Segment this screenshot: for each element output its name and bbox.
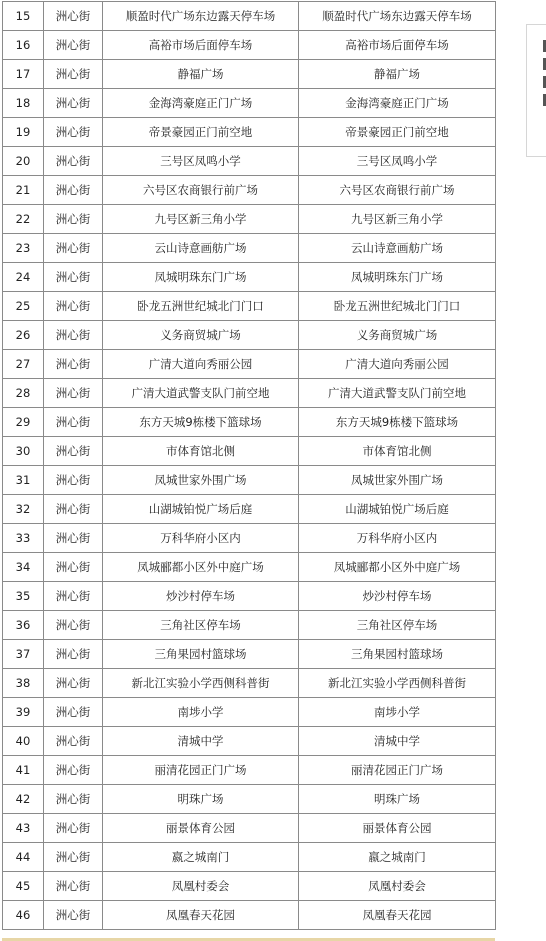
cell-site: 丽清花园正门广场 <box>299 756 496 785</box>
cell-site: 广清大道武警支队门前空地 <box>299 379 496 408</box>
cell-location: 静福广场 <box>103 60 299 89</box>
cell-number: 39 <box>3 698 44 727</box>
cell-site: 高裕市场后面停车场 <box>299 31 496 60</box>
location-table <box>2 1 496 930</box>
cell-site: 卧龙五洲世纪城北门门口 <box>299 292 496 321</box>
table-row <box>3 408 496 437</box>
cell-site: 凤城郦都小区外中庭广场 <box>299 553 496 582</box>
cell-number: 29 <box>3 408 44 437</box>
table-row <box>3 640 496 669</box>
cell-location: 六号区农商银行前广场 <box>103 176 299 205</box>
table-row <box>3 321 496 350</box>
cell-number: 15 <box>3 2 44 31</box>
cell-location: 卧龙五洲世纪城北门门口 <box>103 292 299 321</box>
table-row <box>3 495 496 524</box>
cell-street: 洲心街 <box>44 698 103 727</box>
cell-street: 洲心街 <box>44 234 103 263</box>
cell-number: 41 <box>3 756 44 785</box>
cell-number: 38 <box>3 669 44 698</box>
cell-street: 洲心街 <box>44 321 103 350</box>
cell-number: 35 <box>3 582 44 611</box>
cell-number: 34 <box>3 553 44 582</box>
cell-location: 三号区凤鸣小学 <box>103 147 299 176</box>
cell-location: 万科华府小区内 <box>103 524 299 553</box>
cell-street: 洲心街 <box>44 901 103 930</box>
cell-site: 新北江实验小学西侧科普街 <box>299 669 496 698</box>
table-row <box>3 60 496 89</box>
cell-number: 16 <box>3 31 44 60</box>
cell-site: 三角果园村篮球场 <box>299 640 496 669</box>
cell-number: 20 <box>3 147 44 176</box>
cell-street: 洲心街 <box>44 118 103 147</box>
table-row <box>3 292 496 321</box>
cell-site: 静福广场 <box>299 60 496 89</box>
cell-number: 37 <box>3 640 44 669</box>
cell-street: 洲心街 <box>44 756 103 785</box>
table-row <box>3 727 496 756</box>
cell-street: 洲心街 <box>44 843 103 872</box>
table-row <box>3 31 496 60</box>
cell-location: 帝景豪园正门前空地 <box>103 118 299 147</box>
cell-street: 洲心街 <box>44 785 103 814</box>
cell-street: 洲心街 <box>44 379 103 408</box>
table-row <box>3 205 496 234</box>
cell-site: 九号区新三角小学 <box>299 205 496 234</box>
cell-street: 洲心街 <box>44 263 103 292</box>
cell-site: 凤城明珠东门广场 <box>299 263 496 292</box>
cell-site: 嬴之城南门 <box>299 843 496 872</box>
cell-location: 九号区新三角小学 <box>103 205 299 234</box>
table-row <box>3 234 496 263</box>
cell-number: 21 <box>3 176 44 205</box>
cell-site: 帝景豪园正门前空地 <box>299 118 496 147</box>
table-row <box>3 582 496 611</box>
cell-location: 凤凰春天花园 <box>103 901 299 930</box>
cell-site: 炒沙村停车场 <box>299 582 496 611</box>
cell-number: 27 <box>3 350 44 379</box>
cell-street: 洲心街 <box>44 205 103 234</box>
cell-number: 36 <box>3 611 44 640</box>
cell-street: 洲心街 <box>44 640 103 669</box>
cell-location: 明珠广场 <box>103 785 299 814</box>
cell-site: 凤凰村委会 <box>299 872 496 901</box>
table-row <box>3 814 496 843</box>
cell-location: 凤凰村委会 <box>103 872 299 901</box>
cell-number: 46 <box>3 901 44 930</box>
table-row <box>3 466 496 495</box>
cell-number: 25 <box>3 292 44 321</box>
table-row <box>3 118 496 147</box>
cell-number: 33 <box>3 524 44 553</box>
cell-site: 丽景体育公园 <box>299 814 496 843</box>
table-row <box>3 176 496 205</box>
cell-street: 洲心街 <box>44 60 103 89</box>
cell-number: 45 <box>3 872 44 901</box>
cell-street: 洲心街 <box>44 147 103 176</box>
cell-location: 山湖城铂悦广场后庭 <box>103 495 299 524</box>
cell-site: 三号区凤鸣小学 <box>299 147 496 176</box>
cell-site: 凤城世家外围广场 <box>299 466 496 495</box>
cell-number: 40 <box>3 727 44 756</box>
cell-site: 清城中学 <box>299 727 496 756</box>
cell-street: 洲心街 <box>44 176 103 205</box>
cell-site: 广清大道向秀丽公园 <box>299 350 496 379</box>
cell-street: 洲心街 <box>44 2 103 31</box>
cell-street: 洲心街 <box>44 669 103 698</box>
cell-street: 洲心街 <box>44 292 103 321</box>
cell-number: 26 <box>3 321 44 350</box>
cell-site: 明珠广场 <box>299 785 496 814</box>
cell-site: 三角社区停车场 <box>299 611 496 640</box>
cell-location: 顺盈时代广场东边露天停车场 <box>103 2 299 31</box>
cell-street: 洲心街 <box>44 872 103 901</box>
table-row <box>3 263 496 292</box>
cell-number: 43 <box>3 814 44 843</box>
cell-street: 洲心街 <box>44 553 103 582</box>
table-row <box>3 785 496 814</box>
cell-number: 30 <box>3 437 44 466</box>
cell-location: 广清大道向秀丽公园 <box>103 350 299 379</box>
table-body <box>3 2 496 930</box>
cell-location: 丽清花园正门广场 <box>103 756 299 785</box>
table-row <box>3 89 496 118</box>
cell-number: 19 <box>3 118 44 147</box>
cell-site: 市体育馆北侧 <box>299 437 496 466</box>
cell-location: 嬴之城南门 <box>103 843 299 872</box>
cell-location: 金海湾豪庭正门广场 <box>103 89 299 118</box>
cell-location: 三角果园村篮球场 <box>103 640 299 669</box>
cell-street: 洲心街 <box>44 31 103 60</box>
cell-street: 洲心街 <box>44 611 103 640</box>
cell-street: 洲心街 <box>44 524 103 553</box>
table-row <box>3 756 496 785</box>
cell-number: 28 <box>3 379 44 408</box>
cell-street: 洲心街 <box>44 466 103 495</box>
table-row <box>3 901 496 930</box>
cell-site: 凤凰春天花园 <box>299 901 496 930</box>
cell-number: 18 <box>3 89 44 118</box>
cell-location: 广清大道武警支队门前空地 <box>103 379 299 408</box>
cell-street: 洲心街 <box>44 89 103 118</box>
cell-location: 新北江实验小学西侧科普街 <box>103 669 299 698</box>
cell-location: 南埗小学 <box>103 698 299 727</box>
table-row <box>3 437 496 466</box>
cell-street: 洲心街 <box>44 408 103 437</box>
table-row <box>3 698 496 727</box>
cell-site: 东方天城9栋楼下篮球场 <box>299 408 496 437</box>
cell-number: 17 <box>3 60 44 89</box>
cell-site: 山湖城铂悦广场后庭 <box>299 495 496 524</box>
cell-location: 凤城明珠东门广场 <box>103 263 299 292</box>
table-row <box>3 669 496 698</box>
table-row <box>3 843 496 872</box>
cell-number: 42 <box>3 785 44 814</box>
cell-location: 高裕市场后面停车场 <box>103 31 299 60</box>
cell-location: 三角社区停车场 <box>103 611 299 640</box>
cell-location: 炒沙村停车场 <box>103 582 299 611</box>
cell-number: 44 <box>3 843 44 872</box>
cell-location: 云山诗意画舫广场 <box>103 234 299 263</box>
cell-street: 洲心街 <box>44 582 103 611</box>
cell-site: 南埗小学 <box>299 698 496 727</box>
cell-number: 22 <box>3 205 44 234</box>
table-row <box>3 524 496 553</box>
cell-street: 洲心街 <box>44 437 103 466</box>
cell-location: 凤城郦都小区外中庭广场 <box>103 553 299 582</box>
cell-number: 32 <box>3 495 44 524</box>
cell-number: 31 <box>3 466 44 495</box>
cell-site: 金海湾豪庭正门广场 <box>299 89 496 118</box>
table-row <box>3 611 496 640</box>
table-row <box>3 379 496 408</box>
cell-street: 洲心街 <box>44 495 103 524</box>
cell-location: 东方天城9栋楼下篮球场 <box>103 408 299 437</box>
cell-location: 市体育馆北侧 <box>103 437 299 466</box>
table-row <box>3 2 496 31</box>
cell-number: 24 <box>3 263 44 292</box>
cell-site: 云山诗意画舫广场 <box>299 234 496 263</box>
cell-street: 洲心街 <box>44 814 103 843</box>
cell-number: 23 <box>3 234 44 263</box>
cell-location: 丽景体育公园 <box>103 814 299 843</box>
cell-location: 凤城世家外围广场 <box>103 466 299 495</box>
cell-site: 万科华府小区内 <box>299 524 496 553</box>
table-row <box>3 147 496 176</box>
cell-street: 洲心街 <box>44 350 103 379</box>
cell-site: 顺盈时代广场东边露天停车场 <box>299 2 496 31</box>
cell-site: 六号区农商银行前广场 <box>299 176 496 205</box>
table-row <box>3 872 496 901</box>
table-row <box>3 553 496 582</box>
cell-site: 义务商贸城广场 <box>299 321 496 350</box>
cell-location: 清城中学 <box>103 727 299 756</box>
table-row <box>3 350 496 379</box>
cell-location: 义务商贸城广场 <box>103 321 299 350</box>
cell-street: 洲心街 <box>44 727 103 756</box>
